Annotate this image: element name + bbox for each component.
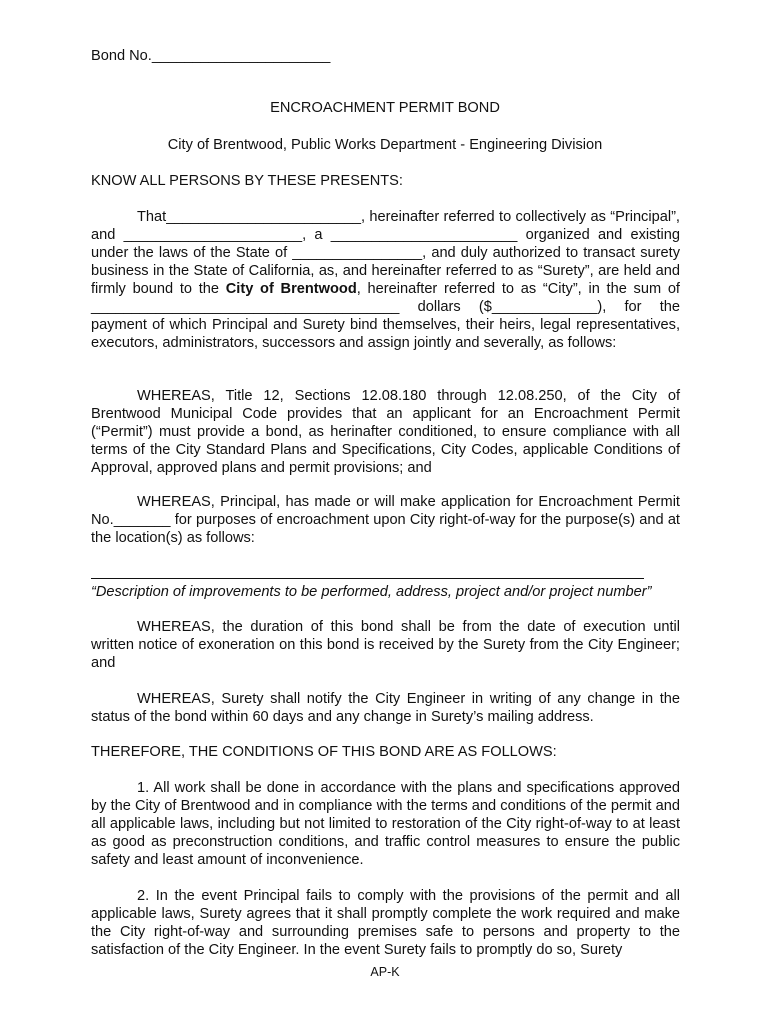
condition-2-paragraph: 2. In the event Principal fails to comply with the provisions of the permit and all applicable laws, Surety agrees that it shall promptly complete the work required and make the City right-of-way and surrounding premises safe to persons and property to the satisfaction of the City Engineer. In the event Surety fails to promptly do so, Surety <box>91 888 680 958</box>
page-footer-code: AP-K <box>370 965 400 979</box>
description-caption: “Description of improvements to be performed, address, project and/or project number” <box>91 584 652 600</box>
condition-1-paragraph: 1. All work shall be done in accordance with the plans and specifications approved by the City of Brentwood and in compliance with the terms and conditions of the permit and all applicable laws, including but not limited to restoration of the City right-of-way to at least as good as preconstruction conditions, and traffic control measures to ensure the public safety and least amount of inconvenience. <box>91 780 680 868</box>
page-subtitle: City of Brentwood, Public Works Department - Engineering Division <box>167 137 603 153</box>
p1-text-after-bold: , hereinafter referred to as “City”, in the sum of ______________________________________ dollars ($_____________), for the payment of which Principal and Surety bind themselves, their heirs, legal representatives, executors, administrators, successors and assign jointly and severally, as follows: <box>91 281 680 351</box>
bond-number-line: Bond No.______________________ <box>91 48 331 64</box>
description-blank-line <box>91 578 644 579</box>
conditions-heading: THEREFORE, THE CONDITIONS OF THIS BOND ARE AS FOLLOWS: <box>91 744 557 760</box>
principal-surety-paragraph <box>91 208 680 352</box>
city-name-bold: City of Brentwood <box>225 281 357 297</box>
p1-text-before-bold: That________________________, hereinafter referred to collectively as “Principal”, and ______________________, a _______________________ organized and existing under the laws of the State of ________________, and duly authorized to transact surety business in the State of California, as, and hereinafter referred to as “Surety”, are held and firmly bound to the <box>91 209 680 297</box>
know-all-persons-heading: KNOW ALL PERSONS BY THESE PRESENTS: <box>91 173 403 189</box>
whereas-title-12-paragraph: WHEREAS, Title 12, Sections 12.08.180 through 12.08.250, of the City of Brentwood Municipal Code provides that an applicant for an Encroachment Permit (“Permit”) must provide a bond, as herinafter conditioned, to ensure compliance with all terms of the City Standard Plans and Specifications, City Codes, applicable Conditions of Approval, approved plans and permit provisions; and <box>91 388 680 476</box>
whereas-duration-paragraph: WHEREAS, the duration of this bond shall be from the date of execution until written notice of exoneration on this bond is received by the Surety from the City Engineer; and <box>91 619 680 671</box>
whereas-notify-paragraph: WHEREAS, Surety shall notify the City Engineer in writing of any change in the status of the bond within 60 days and any change in Surety’s mailing address. <box>91 691 680 725</box>
whereas-application-paragraph: WHEREAS, Principal, has made or will make application for Encroachment Permit No._______ for purposes of encroachment upon City right-of-way for the purpose(s) and at the location(s) as follows: <box>91 494 680 546</box>
page-title: ENCROACHMENT PERMIT BOND <box>270 100 500 116</box>
